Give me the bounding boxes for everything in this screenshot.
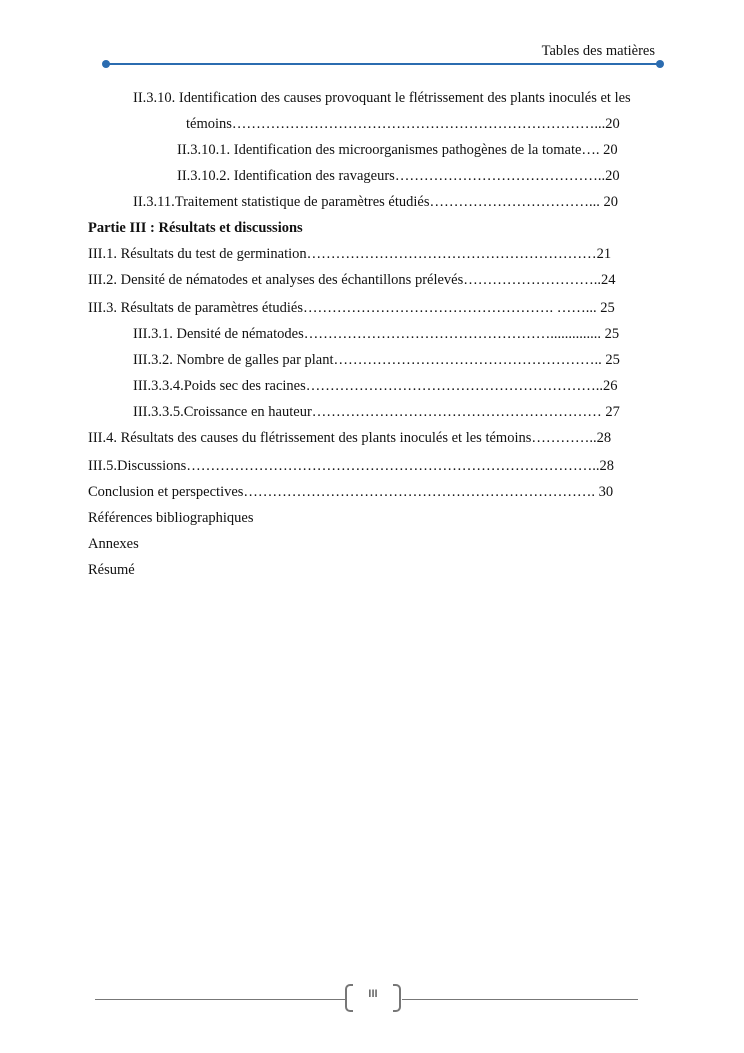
toc-entry-III-3-1: III.3.1. Densité de nématodes…………………………………………….............. 25 — [133, 326, 620, 342]
toc-entry-references: Références bibliographiques — [88, 510, 254, 526]
toc-entry-III-3-3-4: III.3.3.4.Poids sec des racines……………………………………………………..26 — [133, 378, 618, 394]
footer-bracket-right — [393, 984, 401, 1012]
running-header-title: Tables des matières — [541, 43, 655, 59]
toc-entry-III-3: III.3. Résultats de paramètres étudiés……………………………………………. ……... 25 — [88, 300, 615, 316]
toc-entry-III-1: III.1. Résultats du test de germination……………………………………………………21 — [88, 246, 612, 262]
toc-entry-III-5: III.5.Discussions…………………………………………………………………………..28 — [88, 458, 615, 474]
toc-entry-II-3-10-2: II.3.10.2. Identification des ravageurs……………………………………..20 — [177, 168, 620, 184]
toc-entry-III-4: III.4. Résultats des causes du flétrissement des plants inoculés et les témoins…………..28 — [88, 430, 612, 446]
toc-entry-II-3-11: II.3.11.Traitement statistique de paramètres étudiés……………………………... 20 — [133, 194, 618, 210]
header-rule-right-dot — [656, 60, 664, 68]
toc-entry-III-3-3-5: III.3.3.5.Croissance en hauteur…………………………………………………… 27 — [133, 404, 620, 420]
footer-rule-left — [95, 999, 345, 1000]
toc-entry-II-3-10: II.3.10. Identification des causes provoquant le flétrissement des plants inoculés et les — [133, 90, 631, 106]
toc-entry-II-3-10-1: II.3.10.1. Identification des microorganismes pathogènes de la tomate…. 20 — [177, 142, 618, 158]
header-rule — [106, 63, 660, 65]
footer-rule-right — [402, 999, 638, 1000]
toc-entry-III-2: III.2. Densité de nématodes et analyses des échantillons prélevés………………………..24 — [88, 272, 616, 288]
toc-section-partie-III: Partie III : Résultats et discussions — [88, 220, 303, 236]
toc-entry-resume: Résumé — [88, 562, 135, 578]
toc-entry-III-3-2: III.3.2. Nombre de galles par plant……………………………………………….. 25 — [133, 352, 620, 368]
toc-entry-conclusion: Conclusion et perspectives………………………………………………………………. 30 — [88, 484, 614, 500]
toc-entry-annexes: Annexes — [88, 536, 139, 552]
page-number: III — [368, 988, 378, 1000]
toc-entry-II-3-10-cont: témoins…………………………………………………………………...20 — [186, 116, 620, 132]
